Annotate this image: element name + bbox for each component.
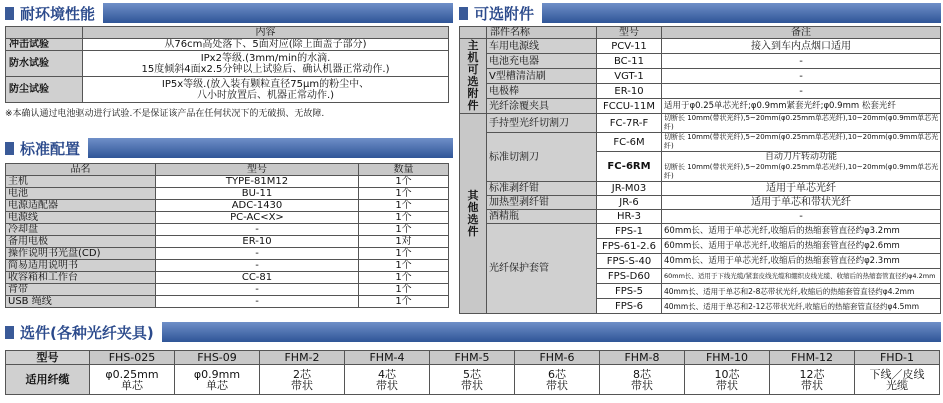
column-header: 内容 bbox=[83, 27, 449, 39]
part-note: 60mm长、适用于下线光缆/紧套皮线光缆和绷织皮线光缆、收缩后的热缩套管直径约φ4.2mm bbox=[662, 269, 941, 284]
section-header-optional bbox=[459, 3, 941, 23]
clamp-model: FHM-10 bbox=[685, 351, 770, 365]
item-model: BU-11 bbox=[156, 188, 359, 200]
row-content: 从76cm高处落下、5面对应(除上面盖子部分) bbox=[83, 39, 449, 51]
row-label: 冲击试验 bbox=[6, 39, 83, 51]
item-name: USB 绳线 bbox=[6, 296, 156, 308]
standard-config-table bbox=[5, 163, 449, 308]
item-name: 电源适配器 bbox=[6, 200, 156, 212]
group-label-main-unit: 主 机 可 选 附 件 bbox=[460, 39, 487, 114]
item-name: 备用电极 bbox=[6, 236, 156, 248]
part-note: - bbox=[662, 54, 941, 69]
test-note: ※本确认通过电池驱动进行试验.不是保证该产品在任何状况下的无破损、无故障. bbox=[5, 109, 325, 119]
row-content: IP5x等级.(放入装有颗粒直径75μm的粉尘中、 八小时放置后、机器正常动作.) bbox=[83, 77, 449, 103]
part-model: VGT-1 bbox=[597, 69, 662, 84]
section-marker bbox=[459, 7, 468, 20]
item-qty: 1个 bbox=[359, 272, 449, 284]
item-qty: 1个 bbox=[359, 224, 449, 236]
clamp-fiber: φ0.9mm 单芯 bbox=[175, 365, 260, 395]
optional-accessories-table bbox=[459, 26, 941, 314]
item-qty: 1个 bbox=[359, 200, 449, 212]
part-name: V型槽清洁刷 bbox=[487, 69, 597, 84]
section-title: 选件(各种光纤夹具) bbox=[20, 323, 154, 342]
item-name: 背带 bbox=[6, 284, 156, 296]
part-name: 标准切割刀 bbox=[487, 133, 597, 182]
clamp-model: FHM-2 bbox=[260, 351, 345, 365]
item-name: 操作说明书光盘(CD) bbox=[6, 248, 156, 260]
clamp-fiber: 6芯 带状 bbox=[515, 365, 600, 395]
part-model: FC-7R-F bbox=[597, 114, 662, 133]
section-title: 标准配置 bbox=[20, 139, 81, 158]
item-model: - bbox=[156, 284, 359, 296]
row-label: 防尘试验 bbox=[6, 77, 83, 103]
item-name: 简易适用说明书 bbox=[6, 260, 156, 272]
item-name: 收容箱和工作台 bbox=[6, 272, 156, 284]
part-note: 切断长 10mm(带状光纤),5~20mm(φ0.25mm单芯光纤),10~20mm(φ0.9mm单芯光纤) bbox=[662, 114, 941, 133]
item-qty: 1个 bbox=[359, 284, 449, 296]
clamp-fiber: 10芯 带状 bbox=[685, 365, 770, 395]
item-model: ER-10 bbox=[156, 236, 359, 248]
clamp-fiber: φ0.25mm 单芯 bbox=[90, 365, 175, 395]
item-model: - bbox=[156, 224, 359, 236]
item-qty: 1个 bbox=[359, 176, 449, 188]
part-note: 40mm长、适用于单芯和2-8芯带状光纤,收缩后的热缩套管直径约φ4.2mm bbox=[662, 284, 941, 299]
clamp-model: FHM-8 bbox=[600, 351, 685, 365]
clamp-model: FHM-12 bbox=[770, 351, 855, 365]
part-note: 切断长 10mm(带状光纤),5~20mm(φ0.25mm单芯光纤),10~20mm(φ0.9mm单芯光纤) bbox=[662, 133, 941, 152]
part-model: BC-11 bbox=[597, 54, 662, 69]
part-note: 40mm长、适用于单芯光纤,收缩后的热缩套管直径约φ2.3mm bbox=[662, 254, 941, 269]
item-qty: 1个 bbox=[359, 260, 449, 272]
part-name: 手持型光纤切割刀 bbox=[487, 114, 597, 133]
section-title: 可选附件 bbox=[474, 4, 535, 23]
clamp-model: FHM-6 bbox=[515, 351, 600, 365]
item-qty: 1对 bbox=[359, 236, 449, 248]
part-note: 适用于φ0.25单芯光纤;φ0.9mm紧套光纤;φ0.9mm 松套光纤 bbox=[662, 99, 941, 114]
part-model: FC-6M bbox=[597, 133, 662, 152]
part-note: 适用于单芯光纤 bbox=[662, 182, 941, 196]
item-name: 主机 bbox=[6, 176, 156, 188]
part-name: 标准剥纤钳 bbox=[487, 182, 597, 196]
part-name: 电极棒 bbox=[487, 84, 597, 99]
item-model: PC-AC<X> bbox=[156, 212, 359, 224]
clamp-fiber: 4芯 带状 bbox=[345, 365, 430, 395]
item-model: - bbox=[156, 260, 359, 272]
section-marker bbox=[5, 326, 14, 339]
part-model: JR-M03 bbox=[597, 182, 662, 196]
item-qty: 1个 bbox=[359, 188, 449, 200]
part-model: PCV-11 bbox=[597, 39, 662, 54]
clamp-model: FHS-025 bbox=[90, 351, 175, 365]
item-name: 冷却盘 bbox=[6, 224, 156, 236]
item-name: 电池 bbox=[6, 188, 156, 200]
part-name: 光纤保护套管 bbox=[487, 224, 597, 314]
fiber-clamp-table bbox=[5, 350, 940, 395]
part-note: 适用于单芯和带状光纤 bbox=[662, 196, 941, 210]
group-label-other: 其 他 选 件 bbox=[460, 114, 487, 314]
part-model: ER-10 bbox=[597, 84, 662, 99]
part-model: FPS-1 bbox=[597, 224, 662, 239]
item-model: - bbox=[156, 296, 359, 308]
part-model: FPS-5 bbox=[597, 284, 662, 299]
part-name: 酒精瓶 bbox=[487, 210, 597, 224]
item-name: 电源线 bbox=[6, 212, 156, 224]
part-name: 加热型剥纤钳 bbox=[487, 196, 597, 210]
column-header: 型号 bbox=[597, 27, 662, 39]
environment-table bbox=[5, 26, 449, 103]
clamp-fiber: 下线／皮线 光缆 bbox=[855, 365, 940, 395]
section-header-standard bbox=[5, 138, 453, 158]
item-qty: 1个 bbox=[359, 296, 449, 308]
section-header-clamps bbox=[5, 322, 941, 342]
part-note: 60mm长、适用于单芯光纤,收缩后的热缩套管直径约φ2.6mm bbox=[662, 239, 941, 254]
item-model: CC-81 bbox=[156, 272, 359, 284]
part-note: 60mm长、适用于单芯光纤,收缩后的热缩套管直径约φ3.2mm bbox=[662, 224, 941, 239]
part-model: FPS-S-40 bbox=[597, 254, 662, 269]
column-header: 部件名称 bbox=[487, 27, 597, 39]
item-qty: 1个 bbox=[359, 212, 449, 224]
column-header: 备注 bbox=[662, 27, 941, 39]
part-note: 自动刀片转动功能 切断长 10mm(带状光纤),5~20mm(φ0.25mm单芯光纤),10~20mm(φ0.9mm单芯光纤) bbox=[662, 152, 941, 182]
row-content: IPx2等级.(3mm/min的水滴. 15度倾斜4面x2.5分钟以上试验后、确认机器正常动作.) bbox=[83, 51, 449, 77]
item-model: - bbox=[156, 248, 359, 260]
section-title: 耐环境性能 bbox=[20, 4, 96, 23]
clamp-fiber: 2芯 带状 bbox=[260, 365, 345, 395]
section-marker bbox=[5, 7, 14, 20]
clamp-model: FHM-5 bbox=[430, 351, 515, 365]
item-qty: 1个 bbox=[359, 248, 449, 260]
clamp-fiber: 5芯 带状 bbox=[430, 365, 515, 395]
part-note: - bbox=[662, 210, 941, 224]
clamp-fiber: 12芯 带状 bbox=[770, 365, 855, 395]
part-model: FPS-D60 bbox=[597, 269, 662, 284]
column-header: 数量 bbox=[359, 164, 449, 176]
part-model: FCCU-11M bbox=[597, 99, 662, 114]
part-name: 电池充电器 bbox=[487, 54, 597, 69]
column-header: 品名 bbox=[6, 164, 156, 176]
row-label-fiber: 适用纤缆 bbox=[6, 365, 90, 395]
section-marker bbox=[5, 142, 14, 155]
clamp-fiber: 8芯 带状 bbox=[600, 365, 685, 395]
column-header: 型号 bbox=[156, 164, 359, 176]
part-note: 40mm长、适用于单芯和2-12芯带状光纤,收缩后的热缩套管直径约φ4.5mm bbox=[662, 299, 941, 314]
part-model: FPS-61-2.6 bbox=[597, 239, 662, 254]
item-model: ADC-1430 bbox=[156, 200, 359, 212]
part-name: 光纤涂覆夹具 bbox=[487, 99, 597, 114]
item-model: TYPE-81M12 bbox=[156, 176, 359, 188]
clamp-model: FHD-1 bbox=[855, 351, 940, 365]
part-model: FPS-6 bbox=[597, 299, 662, 314]
row-label: 防水试验 bbox=[6, 51, 83, 77]
clamp-model: FHM-4 bbox=[345, 351, 430, 365]
section-header-environment bbox=[5, 3, 453, 23]
part-model: JR-6 bbox=[597, 196, 662, 210]
row-label-model: 型号 bbox=[6, 351, 90, 365]
part-note: - bbox=[662, 69, 941, 84]
part-note: - bbox=[662, 84, 941, 99]
clamp-model: FHS-09 bbox=[175, 351, 260, 365]
part-name: 车用电源线 bbox=[487, 39, 597, 54]
part-model: HR-3 bbox=[597, 210, 662, 224]
part-note: 接入到车内点烟口适用 bbox=[662, 39, 941, 54]
part-model: FC-6RM bbox=[597, 152, 662, 182]
